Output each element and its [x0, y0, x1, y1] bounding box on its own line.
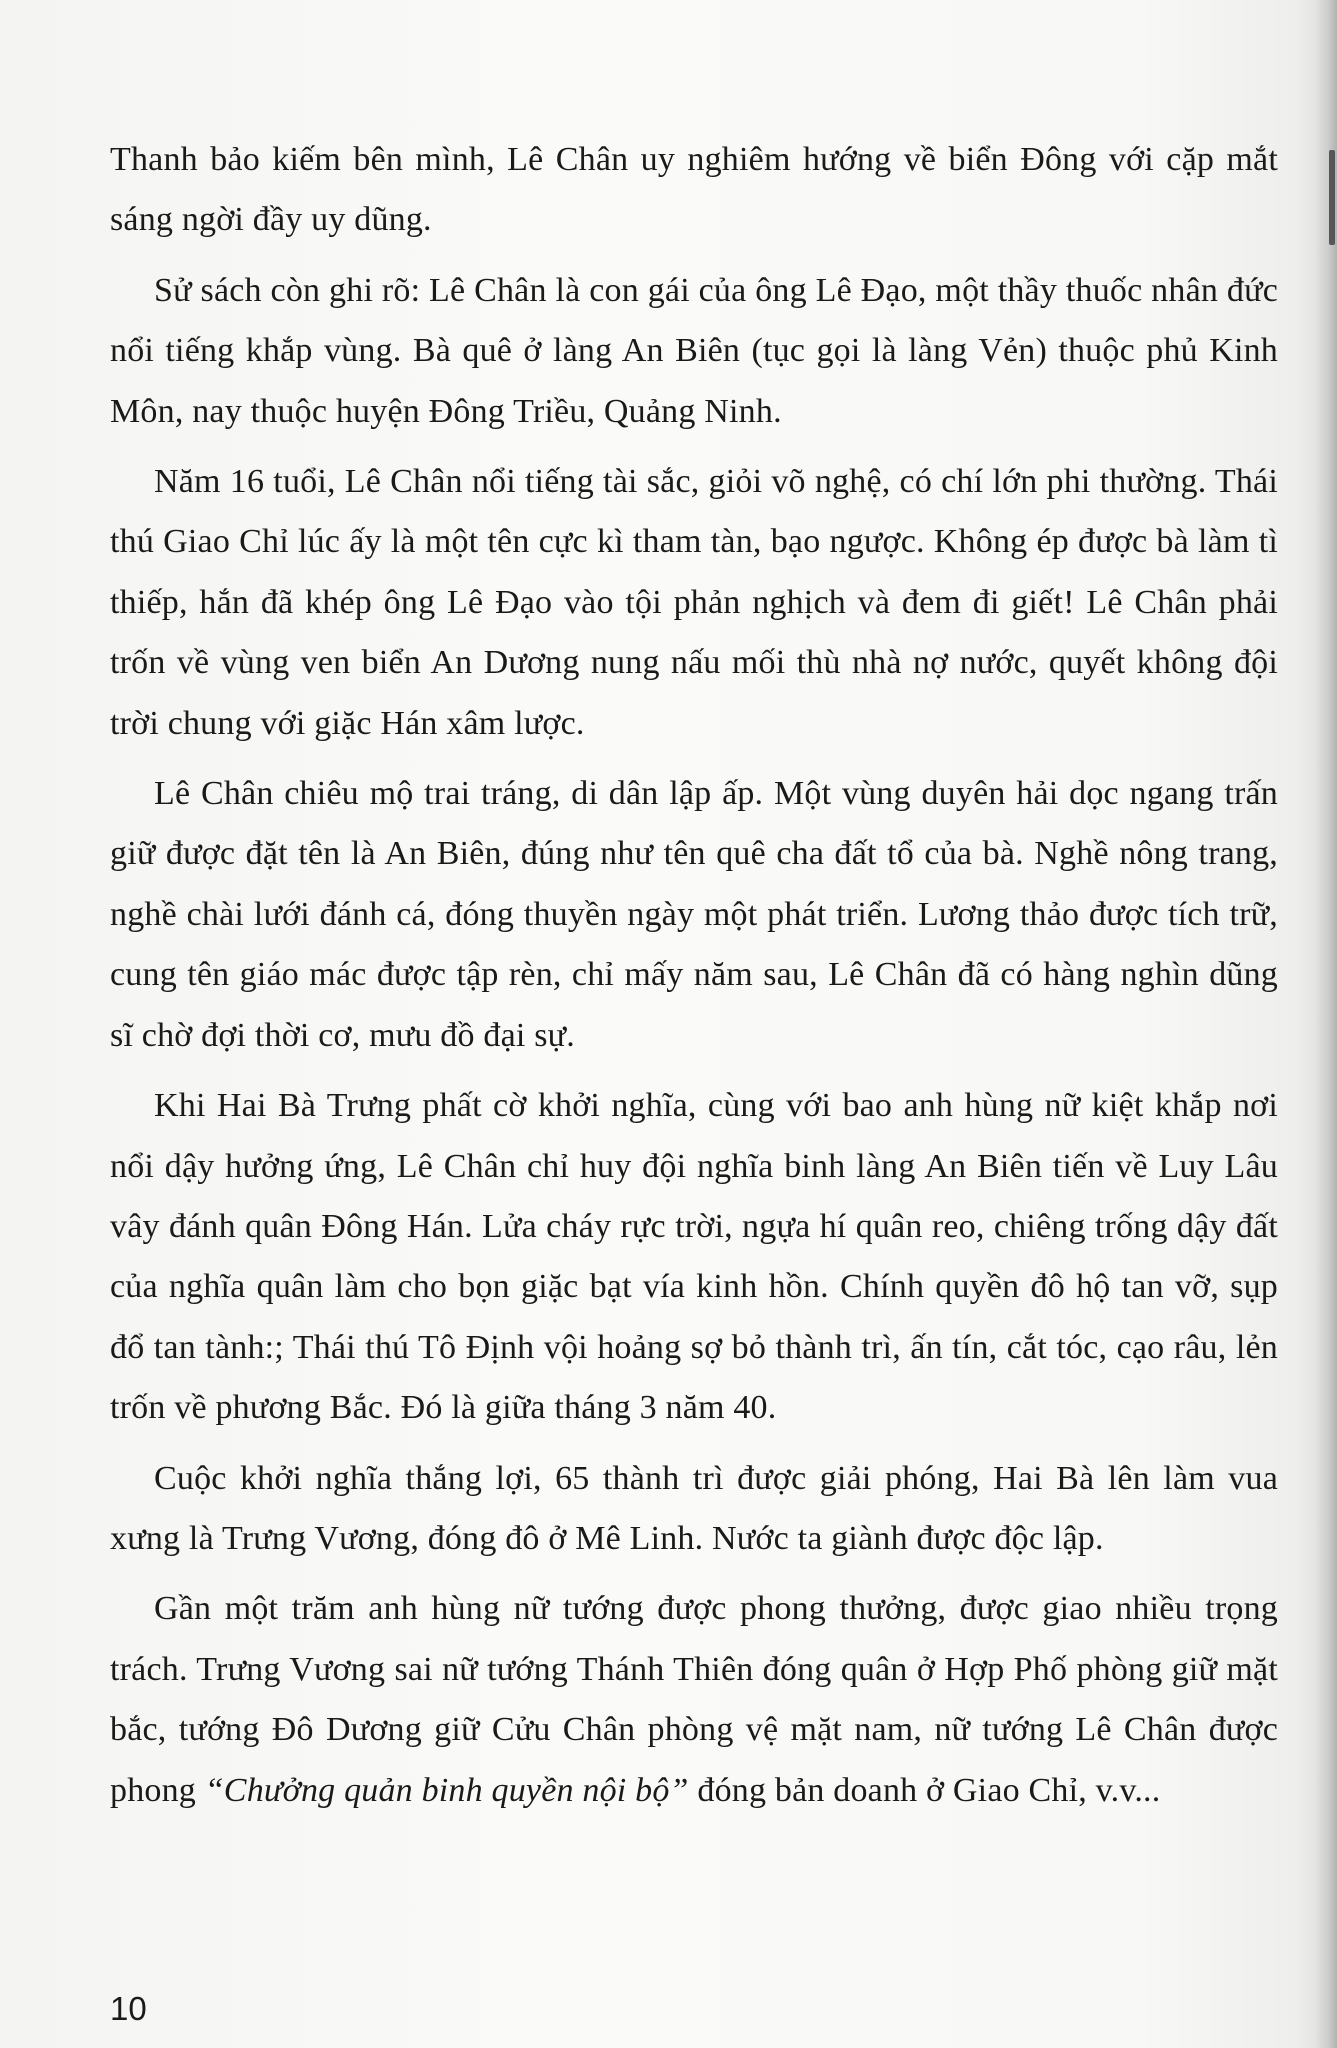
paragraph-7-title: “Chưởng quản binh quyền nội bộ”: [204, 1771, 689, 1809]
paragraph-7: [110, 1579, 1278, 1821]
paragraph-6: Cuộc khởi nghĩa thắng lợi, 65 thành trì được giải phóng, Hai Bà lên làm vua xưng là Trưng Vương, đóng đô ở Mê Linh. Nước ta giành được độc lập.: [110, 1459, 1278, 1557]
paragraph-2: Sử sách còn ghi rõ: Lê Chân là con gái của ông Lê Đạo, một thầy thuốc nhân đức nổi tiếng khắp vùng. Bà quê ở làng An Biên (tục gọi là làng Vẻn) thuộc phủ Kinh Môn, nay thuộc huyện Đông Triều, Quảng Ninh.: [110, 271, 1278, 430]
paragraph-7-end: đóng bản doanh ở Giao Chỉ, v.v...: [688, 1771, 1161, 1809]
paragraph-7-start: Gần một trăm anh hùng nữ tướng được phong thưởng, được giao nhiều trọng trách. Trưng Vương sai nữ tướng Thánh Thiên đóng quân ở Hợp Phố phòng giữ mặt bắc, tướng Đô Dương giữ Cửu Chân phòng vệ mặt nam, nữ tướng Lê Chân được phong: [110, 1590, 1278, 1809]
paragraph-4: Lê Chân chiêu mộ trai tráng, di dân lập ấp. Một vùng duyên hải dọc ngang trấn giữ được đặt tên là An Biên, đúng như tên quê cha đất tổ của bà. Nghề nông trang, nghề chài lưới đánh cá, đóng thuyền ngày một phát triển. Lương thảo được tích trữ, cung tên giáo mác được tập rèn, chỉ mấy năm sau, Lê Chân đã có hàng nghìn dũng sĩ chờ đợi thời cơ, mưu đồ đại sự.: [110, 775, 1278, 1054]
paragraph-3: Năm 16 tuổi, Lê Chân nổi tiếng tài sắc, giỏi võ nghệ, có chí lớn phi thường. Thái thú Giao Chỉ lúc ấy là một tên cực kì tham tàn, bạo ngược. Không ép được bà làm tì thiếp, hắn đã khép ông Lê Đạo vào tội phản nghịch và đem đi giết! Lê Chân phải trốn về vùng ven biển An Dương nung nấu mối thù nhà nợ nước, quyết không đội trời chung với giặc Hán xâm lược.: [110, 463, 1278, 742]
page-edge-mark: [1329, 150, 1335, 245]
page-edge-shadow: [1315, 0, 1337, 2048]
paragraph-1: Thanh bảo kiếm bên mình, Lê Chân uy nghiêm hướng về biển Đông với cặp mắt sáng ngời đầy uy dũng.: [110, 141, 1278, 239]
body-text: [110, 130, 1278, 1831]
page-number: 10: [110, 1990, 147, 2027]
paragraph-5: Khi Hai Bà Trưng phất cờ khởi nghĩa, cùng với bao anh hùng nữ kiệt khắp nơi nổi dậy hưởng ứng, Lê Chân chỉ huy đội nghĩa binh làng An Biên tiến về Luy Lâu vây đánh quân Đông Hán. Lửa cháy rực trời, ngựa hí quân reo, chiêng trống dậy đất của nghĩa quân làm cho bọn giặc bạt vía kinh hồn. Chính quyền đô hộ tan vỡ, sụp đổ tan tành:; Thái thú Tô Định vội hoảng sợ bỏ thành trì, ấn tín, cắt tóc, cạo râu, lẻn trốn về phương Bắc. Đó là giữa tháng 3 năm 40.: [110, 1087, 1278, 1427]
